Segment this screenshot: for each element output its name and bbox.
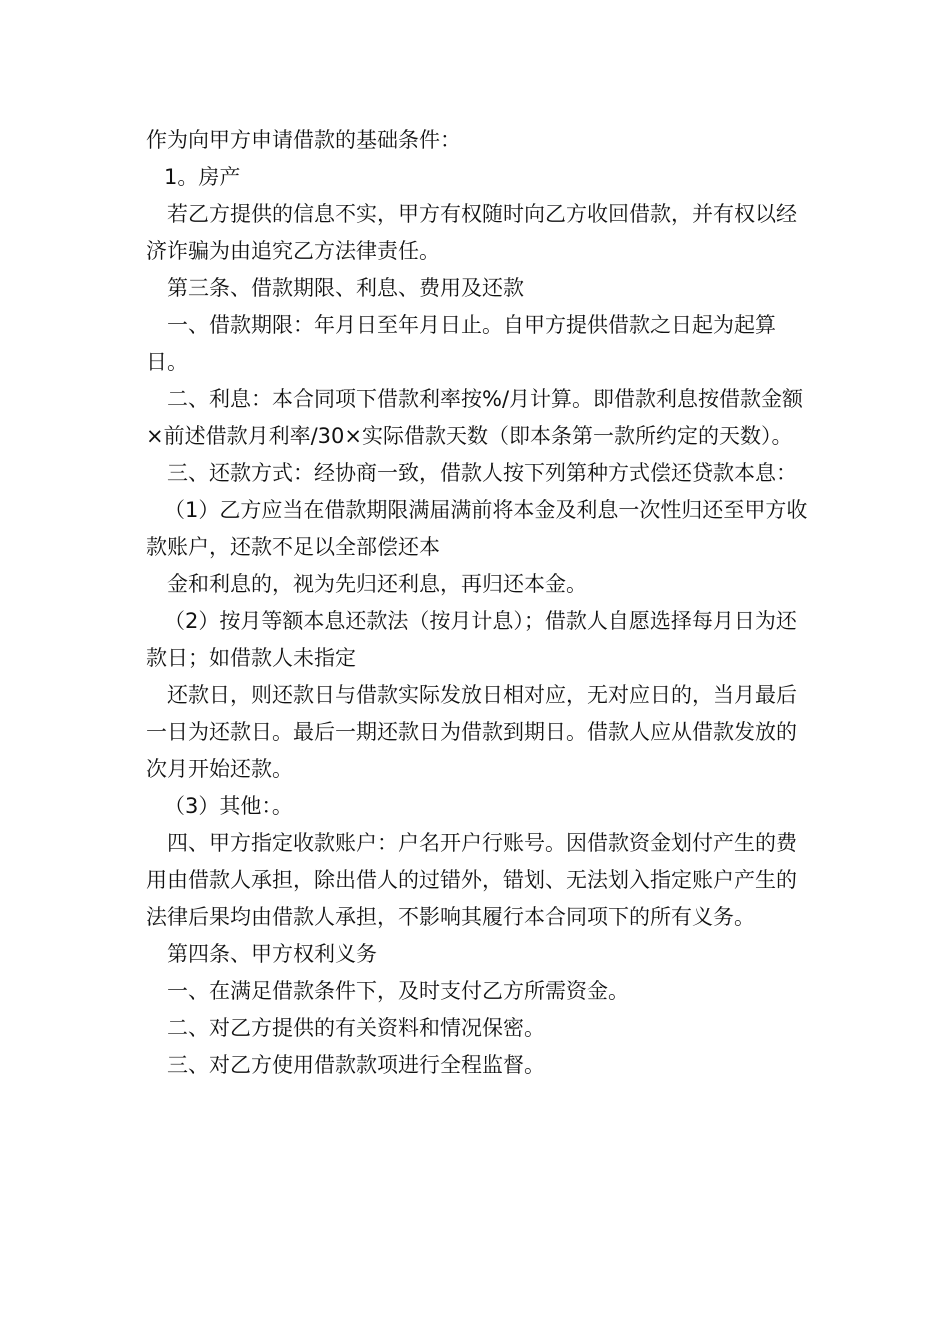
paragraph-basic-conditions: 作为向甲方申请借款的基础条件： [146, 128, 461, 152]
paragraph-party-a-duty-two: 二、对乙方提供的有关资料和情况保密。 [167, 1016, 545, 1040]
paragraph-option-two-cont: 还款日，则还款日与借款实际发放日相对应，无对应日的，当月最后一日为还款日。最后一期还款日为借款到期日。借款人应从借款发放的次月开始还款。 [146, 683, 797, 781]
paragraph-party-a-duty-three: 三、对乙方使用借款款项进行全程监督。 [167, 1053, 545, 1077]
heading-article-four: 第四条、甲方权利义务 [167, 942, 377, 966]
document-body [146, 122, 811, 1084]
paragraph-option-one-cont: 金和利息的，视为先归还利息，再归还本金。 [167, 572, 587, 596]
paragraph-option-one: （1）乙方应当在借款期限满届满前将本金及利息一次性归还至甲方收款账户，还款不足以全部偿还本 [146, 498, 808, 559]
paragraph-party-a-duty-one: 一、在满足借款条件下，及时支付乙方所需资金。 [167, 979, 629, 1003]
paragraph-designated-account: 四、甲方指定收款账户：户名开户行账号。因借款资金划付产生的费用由借款人承担，除出借人的过错外，错划、无法划入指定账户产生的法律后果均由借款人承担，不影响其履行本合同项下的所有义务。 [146, 831, 797, 929]
paragraph-item-property: 1。房产 [164, 165, 241, 189]
paragraph-repayment-method: 三、还款方式：经协商一致，借款人按下列第种方式偿还贷款本息： [167, 461, 797, 485]
heading-article-three: 第三条、借款期限、利息、费用及还款 [167, 276, 524, 300]
paragraph-interest: 二、利息：本合同项下借款利率按%/月计算。即借款利息按借款金额×前述借款月利率/30×实际借款天数（即本条第一款所约定的天数）。 [146, 387, 804, 448]
paragraph-false-info: 若乙方提供的信息不实，甲方有权随时向乙方收回借款，并有权以经济诈骗为由追究乙方法律责任。 [146, 202, 797, 263]
paragraph-option-three: （3）其他：。 [164, 794, 293, 818]
paragraph-loan-term: 一、借款期限：年月日至年月日止。自甲方提供借款之日起为起算日。 [146, 313, 776, 374]
paragraph-option-two: （2）按月等额本息还款法（按月计息）；借款人自愿选择每月日为还款日；如借款人未指定 [146, 609, 797, 670]
